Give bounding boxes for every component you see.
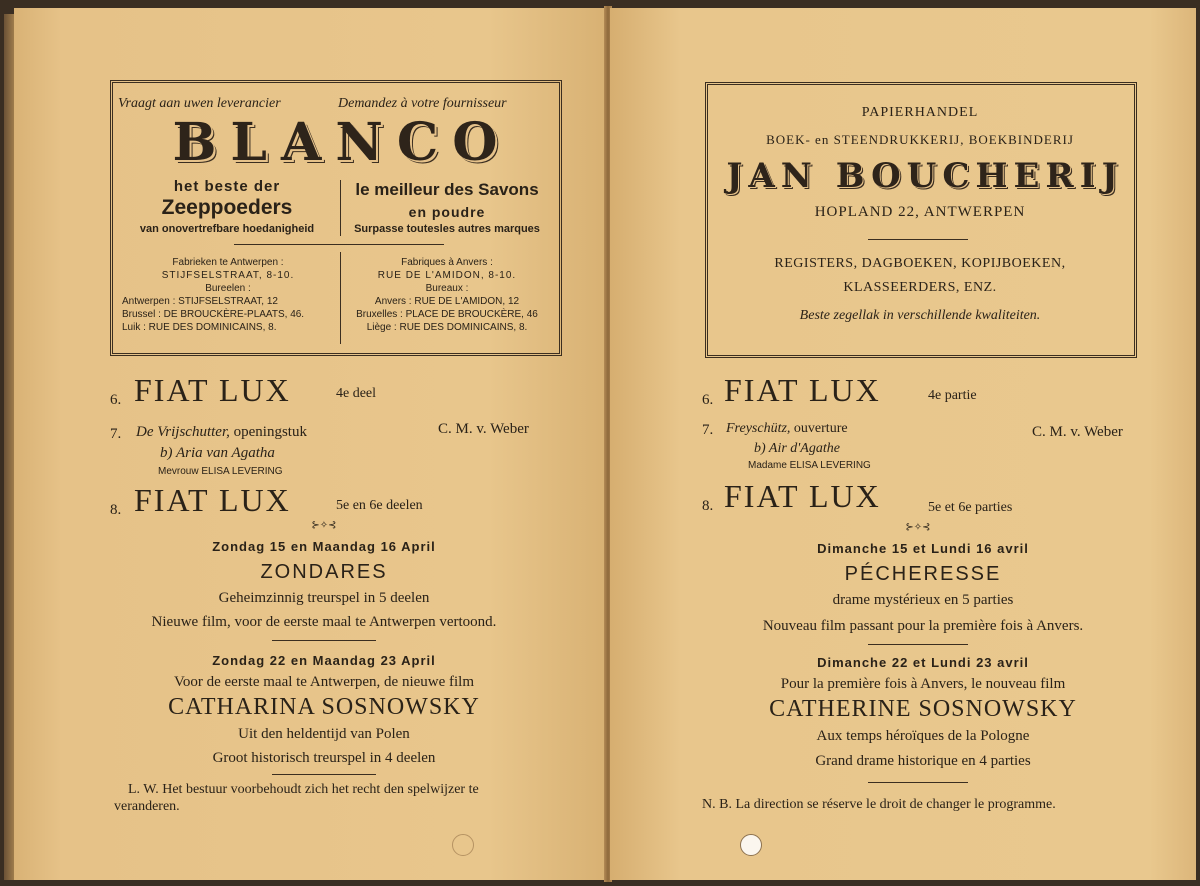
fiat-lux-part-8: 5e et 6e parties	[928, 500, 1013, 515]
film-title-2: CATHARINA SOSNOWSKY	[168, 694, 480, 720]
item-7b-aria: b) Aria van Agatha	[160, 445, 275, 461]
item-7b-air: b) Air d'Agathe	[754, 441, 840, 456]
item-7-work: De Vrijschutter,	[136, 424, 230, 440]
ad-tagline: Beste zegellak in verschillende kwaliteiten.	[799, 308, 1041, 323]
item-number-7: 7.	[110, 426, 122, 442]
ad-fr-line1: le meilleur des Savons	[355, 180, 539, 199]
film-desc-1: Geheimzinnig treurspel in 5 deelen	[218, 590, 430, 606]
item-number-8: 8.	[702, 498, 714, 514]
ad-ornament-rule	[234, 244, 444, 245]
fr-addr-line: Bureaux :	[425, 283, 469, 294]
footer-note: N. B. La direction se réserve le droit de changer le programme.	[702, 797, 1056, 812]
schedule-date-1: Dimanche 15 et Lundi 16 avril	[817, 541, 1029, 556]
item-7-singer: Mevrouw ELISA LEVERING	[158, 466, 283, 477]
schedule-rule-2	[868, 782, 968, 783]
film-desc-2b: Grand drame historique en 4 parties	[815, 753, 1031, 769]
ad-divider-bottom	[340, 252, 341, 344]
ad-fr-line3: Surpasse toutesles autres marques	[354, 223, 540, 235]
fr-addr-line: Anvers : RUE DE L'AMIDON, 12	[374, 296, 520, 307]
nl-addr-line: Antwerpen : STIJFSELSTRAAT, 12	[122, 296, 278, 307]
fr-addr-line: Liège : RUE DES DOMINICAINS, 8.	[366, 322, 528, 333]
ad-rule	[868, 239, 968, 240]
ad-nl-line1: het beste der	[173, 178, 281, 195]
ad-nl-address	[122, 256, 334, 334]
ornament-divider: ⊱✧⊰	[905, 522, 931, 533]
film-note-1: Nieuwe film, voor de eerste maal te Antwerpen vertoond.	[151, 614, 497, 630]
schedule-rule-1	[272, 640, 376, 641]
ad-shop-type: PAPIERHANDEL	[861, 105, 979, 120]
ad-divider-top	[340, 180, 341, 236]
footer-note-line2: veranderen.	[114, 799, 180, 814]
ad-products-2: KLASSEERDERS, ENZ.	[843, 280, 997, 295]
item-7-composer: C. M. v. Weber	[1032, 424, 1123, 440]
film-title-1: ZONDARES	[260, 561, 388, 583]
fiat-lux-title-6: FIAT LUX	[724, 372, 881, 408]
nl-addr-line: Luik : RUE DES DOMINICAINS, 8.	[122, 322, 277, 333]
ad-address: HOPLAND 22, ANTWERPEN	[814, 204, 1026, 220]
punch-hole-mark	[452, 834, 474, 856]
ornament-divider: ⊱✧⊰	[311, 520, 337, 531]
item-number-8: 8.	[110, 502, 122, 518]
ad-nl-line2: Zeeppoeders	[161, 196, 293, 219]
film-intro-2: Pour la première fois à Anvers, le nouveau film	[780, 676, 1066, 692]
fr-addr-line: Bruxelles : PLACE DE BROUCKÈRE, 46	[356, 309, 538, 320]
nl-addr-line: Bureelen :	[205, 283, 251, 294]
film-title-2: CATHERINE SOSNOWSKY	[769, 696, 1077, 722]
fiat-lux-title-6: FIAT LUX	[134, 372, 291, 408]
punch-hole	[740, 834, 762, 856]
boucherij-name-logo: JAN BOUCHERIJ	[726, 156, 1124, 196]
ad-top-right-text: Demandez à votre fournisseur	[338, 96, 507, 111]
left-page	[14, 8, 606, 880]
ad-fr-address	[344, 256, 550, 334]
film-title-1: PÉCHERESSE	[844, 563, 1002, 585]
fiat-lux-part-6: 4e deel	[336, 386, 377, 401]
right-page	[610, 8, 1196, 880]
item-7-composer: C. M. v. Weber	[438, 421, 529, 437]
schedule-date-1: Zondag 15 en Maandag 16 April	[212, 539, 436, 554]
schedule-date-2: Zondag 22 en Maandag 23 April	[212, 653, 436, 668]
schedule-date-2: Dimanche 22 et Lundi 23 avril	[817, 655, 1029, 670]
fiat-lux-title-8: FIAT LUX	[724, 478, 881, 514]
fiat-lux-title-8: FIAT LUX	[134, 482, 291, 518]
nl-addr-line: STIJFSELSTRAAT, 8-10.	[161, 270, 295, 281]
footer-note-line1: L. W. Het bestuur voorbehoudt zich het recht den spelwijzer te	[128, 782, 479, 797]
film-desc-2b: Groot historisch treurspel in 4 deelen	[212, 750, 436, 766]
ad-products-1: REGISTERS, DAGBOEKEN, KOPIJBOEKEN,	[774, 256, 1066, 271]
item-7-title	[726, 421, 848, 437]
film-note-1: Nouveau film passant pour la première fois à Anvers.	[762, 618, 1084, 634]
fiat-lux-part-6: 4e partie	[928, 388, 977, 403]
item-number-6: 6.	[110, 392, 122, 408]
nl-addr-line: Fabrieken te Antwerpen :	[172, 257, 284, 268]
film-desc-2a: Aux temps héroïques de la Pologne	[816, 728, 1030, 744]
fiat-lux-part-8: 5e en 6e deelen	[336, 498, 423, 513]
fr-addr-line: RUE DE L'AMIDON, 8-10.	[377, 270, 517, 281]
item-7-work: Freyschütz,	[726, 421, 791, 436]
item-number-7: 7.	[702, 422, 714, 438]
schedule-rule-2	[272, 774, 376, 775]
ad-top-left-text: Vraagt aan uwen leverancier	[118, 96, 281, 111]
nl-addr-line: Brussel : DE BROUCKÈRE-PLAATS, 46.	[122, 309, 305, 320]
item-7-type: ouverture	[793, 421, 848, 436]
film-desc-2a: Uit den heldentijd van Polen	[238, 726, 410, 742]
film-intro-2: Voor de eerste maal te Antwerpen, de nieuwe film	[173, 674, 475, 690]
item-7-type: openingstuk	[233, 424, 307, 440]
ad-fr-line2: en poudre	[408, 204, 486, 220]
blanco-brand-logo: BLANCO	[172, 112, 512, 173]
item-7-singer: Madame ELISA LEVERING	[748, 460, 871, 471]
film-desc-1: drame mystérieux en 5 parties	[832, 592, 1014, 608]
fr-addr-line: Fabriques à Anvers :	[401, 257, 493, 268]
item-number-6: 6.	[702, 392, 714, 408]
ad-services: BOEK- en STEENDRUKKERIJ, BOEKBINDERIJ	[766, 132, 1074, 147]
ad-nl-line3: van onovertrefbare hoedanigheid	[139, 223, 315, 235]
item-7-title	[136, 424, 307, 441]
schedule-rule-1	[868, 644, 968, 645]
